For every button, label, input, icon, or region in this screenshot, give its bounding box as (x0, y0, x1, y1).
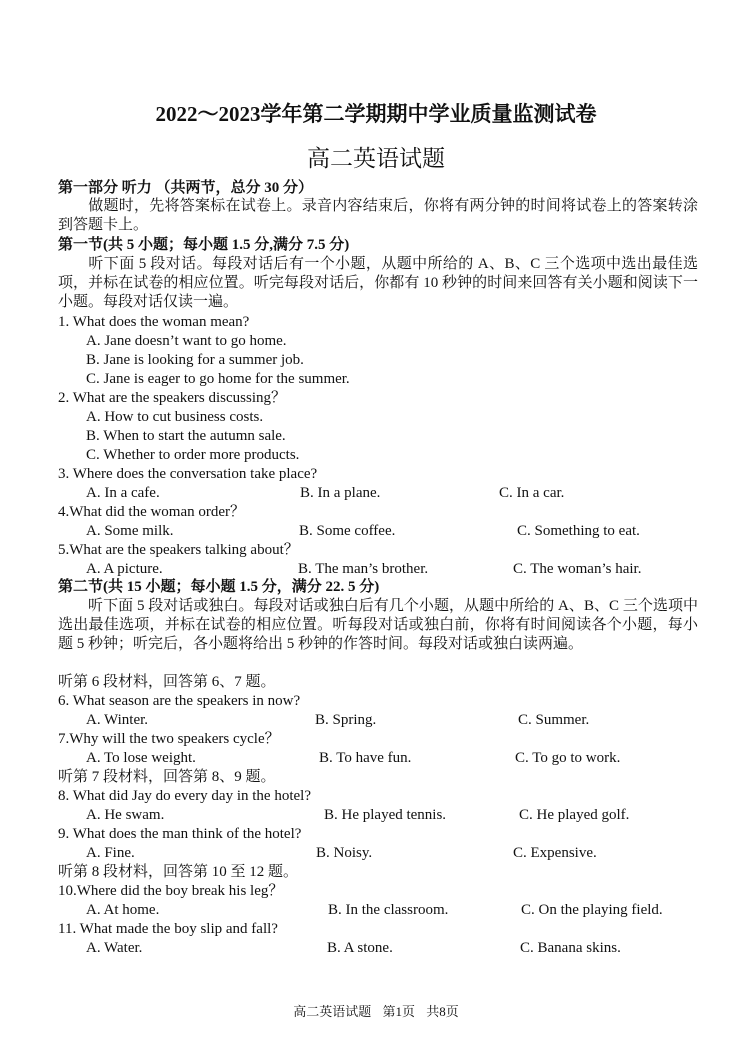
question-4-option-a: A. Some milk. (86, 523, 174, 539)
question-6-option-b: B. Spring. (315, 712, 377, 728)
question-2-option-c: C. Whether to order more products. (86, 447, 300, 463)
question-1-stem: 1. What does the woman mean? (58, 314, 250, 330)
footer-exam-name: 高二英语试题 (293, 1004, 372, 1019)
section1-instruction-text: 听下面 5 段对话。每段对话后有一个小题，从题中所给的 A、B、C 三个选项中选出最佳选项，并标在试卷的相应位置。听完每段对话后，你都有 10 秒钟的时间来回答有关小题和阅读下一小题。每段对话仅读一遍。 (58, 256, 698, 310)
question-1-option-b: B. Jane is looking for a summer job. (86, 352, 304, 368)
material-7-note: 听第 7 段材料，回答第 8、9 题。 (58, 769, 276, 785)
question-10-option-b: B. In the classroom. (328, 902, 449, 918)
question-3-option-b: B. In a plane. (300, 485, 381, 501)
question-3-options (86, 484, 706, 503)
page-footer (0, 1001, 752, 1020)
question-9-option-c: C. Expensive. (513, 845, 597, 861)
question-10-options (86, 901, 706, 920)
question-10-option-c: C. On the playing field. (521, 902, 663, 918)
question-3-stem: 3. Where does the conversation take place? (58, 466, 318, 482)
question-2-stem: 2. What are the speakers discussing？ (58, 390, 286, 406)
question-2-option-b: B. When to start the autumn sale. (86, 428, 286, 444)
question-11-option-c: C. Banana skins. (520, 940, 621, 956)
question-8-options (86, 806, 706, 825)
material-8-note: 听第 8 段材料，回答第 10 至 12 题。 (58, 864, 299, 880)
question-4-option-b: B. Some coffee. (299, 523, 396, 539)
question-1-option-a: A. Jane doesn’t want to go home. (86, 333, 287, 349)
question-7-option-c: C. To go to work. (515, 750, 621, 766)
question-9-stem: 9. What does the man think of the hotel? (58, 826, 302, 842)
question-5-option-a: A. A picture. (86, 561, 163, 577)
exam-title: 2022～2023学年第二学期期中学业质量监测试卷 (155, 102, 597, 126)
question-8-option-a: A. He swam. (86, 807, 165, 823)
question-6-stem: 6. What season are the speakers in now? (58, 693, 301, 709)
question-9-option-a: A. Fine. (86, 845, 135, 861)
question-5-option-c: C. The woman’s hair. (513, 561, 642, 577)
question-10-option-a: A. At home. (86, 902, 160, 918)
question-11-option-b: B. A stone. (327, 940, 393, 956)
question-1-option-c: C. Jane is eager to go home for the summer. (86, 371, 350, 387)
question-11-option-a: A. Water. (86, 940, 143, 956)
question-7-stem: 7.Why will the two speakers cycle？ (58, 731, 280, 747)
exam-subtitle: 高二英语试题 (307, 146, 445, 171)
question-9-option-b: B. Noisy. (316, 845, 373, 861)
question-7-option-b: B. To have fun. (319, 750, 412, 766)
question-8-option-b: B. He played tennis. (324, 807, 447, 823)
footer-page-number: 第1页 (382, 1004, 415, 1019)
question-7-option-a: A. To lose weight. (86, 750, 196, 766)
question-11-stem: 11. What made the boy slip and fall? (58, 921, 278, 937)
question-6-option-c: C. Summer. (518, 712, 590, 728)
question-9-options (86, 844, 706, 863)
question-2-option-a: A. How to cut business costs. (86, 409, 264, 425)
question-8-stem: 8. What did Jay do every day in the hotel? (58, 788, 311, 804)
question-4-options (86, 522, 706, 541)
question-8-option-c: C. He played golf. (519, 807, 630, 823)
question-7-options (86, 749, 706, 768)
part1-heading: 第一部分 听力 （共两节，总分 30 分） (58, 180, 314, 196)
part1-instruction (58, 197, 698, 235)
question-11-options (86, 939, 706, 958)
section1-instruction (58, 255, 698, 312)
material-6-note: 听第 6 段材料，回答第 6、7 题。 (58, 674, 276, 690)
question-3-option-c: C. In a car. (499, 485, 565, 501)
section2-instruction (58, 597, 698, 654)
section2-instruction-text: 听下面 5 段对话或独白。每段对话或独白后有几个小题，从题中所给的 A、B、C 三个选项中选出最佳选项，并标在试卷的相应位置。听每段对话或独白前，你将有时间阅读各个小题，每小题 5 秒钟；听完后，各小题将给出 5 秒钟的作答时间。每段对话或独白读两遍。 (58, 598, 698, 652)
question-4-stem: 4.What did the woman order？ (58, 504, 246, 520)
question-5-option-b: B. The man’s brother. (298, 561, 429, 577)
question-3-option-a: A. In a cafe. (86, 485, 160, 501)
question-4-option-c: C. Something to eat. (517, 523, 640, 539)
footer-page-total: 共8页 (426, 1004, 459, 1019)
part1-instruction-text: 做题时，先将答案标在试卷上。录音内容结束后，你将有两分钟的时间将试卷上的答案转涂到答题卡上。 (58, 198, 698, 233)
section2-heading: 第二节(共 15 小题；每小题 1.5 分，满分 22. 5 分) (58, 579, 380, 595)
question-6-options (86, 711, 706, 730)
question-10-stem: 10.Where did the boy break his leg？ (58, 883, 284, 899)
section1-heading: 第一节(共 5 小题；每小题 1.5 分,满分 7.5 分) (58, 237, 350, 253)
question-6-option-a: A. Winter. (86, 712, 149, 728)
question-5-stem: 5.What are the speakers talking about？ (58, 542, 299, 558)
question-5-options (86, 560, 706, 579)
